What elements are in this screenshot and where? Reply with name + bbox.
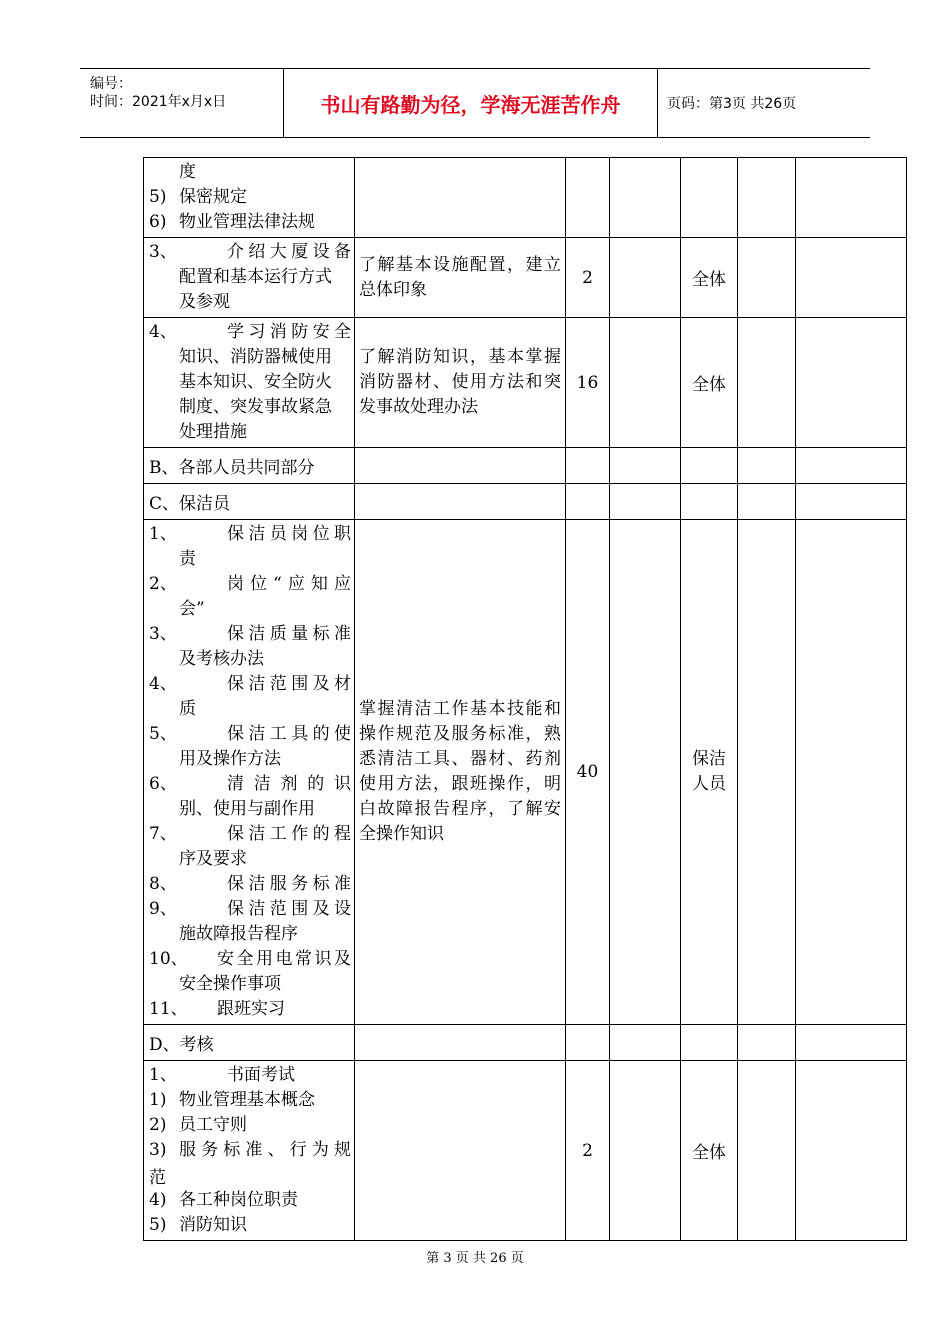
- empty-cell: [355, 1025, 566, 1061]
- empty-cell: [355, 484, 566, 520]
- empty-cell: [796, 318, 907, 448]
- empty-cell: [796, 1025, 907, 1061]
- course-cell: 1、 书面考试 1) 物业管理基本概念 2) 员工守则 3) 服务标准、行为规 范 4) 各工种岗位职责 5) 消防知识: [144, 1061, 355, 1241]
- goal-cell: 掌握清洁工作基本技能和操作规范及服务标准，熟悉清洁工具、器材、药剂使用方法，跟班操作，明白故障报告程序，了解安全操作知识: [355, 520, 566, 1025]
- list-item: 5) 保密规定: [149, 187, 247, 207]
- course-cell: 1、 保洁员岗位职 责 2、 岗位“应知应 会” 3、 保洁质量标准 及考核办法 4、 保洁范围及材 质 5、 保洁工具的使 用及操作方法 6、 清洁剂的识 别、使用与副作用 7、 保洁工作的程 序及要求 8、 保洁服务标准 9、 保洁范围及设 施故障报告程序 10、 安全用电常识及 安全操作事项 11、 跟班实习: [144, 520, 355, 1025]
- table-row: [144, 238, 907, 318]
- empty-cell: [610, 158, 681, 238]
- list-item: 4) 各工种岗位职责: [149, 1190, 298, 1210]
- goal-cell: [355, 1061, 566, 1241]
- empty-cell: [738, 318, 796, 448]
- empty-cell: [796, 520, 907, 1025]
- document-number: 编号：: [90, 76, 132, 92]
- empty-cell: [681, 1025, 738, 1061]
- table-row: [144, 520, 907, 1025]
- course-cell: [144, 158, 355, 238]
- section-heading: B、各部人员共同部分: [144, 448, 355, 484]
- table-row: [144, 484, 907, 520]
- header-meta: [80, 69, 283, 137]
- header-page-number: 页码：第3页 共26页: [667, 96, 797, 112]
- empty-cell: [355, 448, 566, 484]
- empty-cell: [610, 520, 681, 1025]
- empty-cell: [610, 448, 681, 484]
- participants-cell: 全体: [681, 318, 738, 448]
- empty-cell: [796, 238, 907, 318]
- training-plan-table: [143, 157, 907, 1241]
- empty-cell: [681, 448, 738, 484]
- empty-cell: [610, 484, 681, 520]
- section-heading: D、考核: [144, 1025, 355, 1061]
- table-row: [144, 158, 907, 238]
- hours-cell: 2: [566, 238, 610, 318]
- list-item: 2) 员工守则: [149, 1115, 247, 1135]
- course-cell: 3、 介绍大厦设备 配置和基本运行方式 及参观: [144, 238, 355, 318]
- document-time: 时间：2021年x月x日: [90, 94, 227, 110]
- list-item: 5) 消防知识: [149, 1215, 247, 1235]
- page-footer: 第 3 页 共 26 页: [426, 1251, 524, 1266]
- page-header: [80, 68, 870, 138]
- participants-cell: 全体: [681, 238, 738, 318]
- empty-cell: [796, 1061, 907, 1241]
- table-row: [144, 318, 907, 448]
- participants-cell: 保洁 人员: [681, 520, 738, 1025]
- hours-cell: [566, 158, 610, 238]
- table-row: [144, 1061, 907, 1241]
- hours-cell: 2: [566, 1061, 610, 1241]
- empty-cell: [566, 1025, 610, 1061]
- empty-cell: [738, 1061, 796, 1241]
- list-item: 6) 物业管理法律法规: [149, 212, 315, 232]
- empty-cell: [738, 158, 796, 238]
- empty-cell: [566, 448, 610, 484]
- empty-cell: [610, 1025, 681, 1061]
- header-motto: 书山有路勤为径，学海无涯苦作舟: [283, 69, 658, 137]
- participants-cell: [681, 158, 738, 238]
- empty-cell: [681, 484, 738, 520]
- list-item: 1) 物业管理基本概念: [149, 1090, 315, 1110]
- participants-cell: 全体: [681, 1061, 738, 1241]
- table-row: [144, 448, 907, 484]
- empty-cell: [610, 238, 681, 318]
- goal-cell: 了解基本设施配置，建立总体印象: [355, 238, 566, 318]
- empty-cell: [738, 238, 796, 318]
- empty-cell: [566, 484, 610, 520]
- empty-cell: [796, 448, 907, 484]
- table-row: [144, 1025, 907, 1061]
- empty-cell: [738, 484, 796, 520]
- empty-cell: [610, 318, 681, 448]
- list-item: 3) 服务标准、行为规: [149, 1140, 351, 1160]
- goal-cell: 了解消防知识，基本掌握消防器材、使用方法和突发事故处理办法: [355, 318, 566, 448]
- section-heading: C、保洁员: [144, 484, 355, 520]
- empty-cell: [796, 484, 907, 520]
- goal-cell: [355, 158, 566, 238]
- hours-cell: 40: [566, 520, 610, 1025]
- item-text: 度: [179, 162, 196, 182]
- empty-cell: [796, 158, 907, 238]
- empty-cell: [738, 1025, 796, 1061]
- empty-cell: [738, 520, 796, 1025]
- course-cell: 4、 学习消防安全 知识、消防器械使用 基本知识、安全防火 制度、突发事故紧急 处理措施: [144, 318, 355, 448]
- empty-cell: [610, 1061, 681, 1241]
- empty-cell: [738, 448, 796, 484]
- hours-cell: 16: [566, 318, 610, 448]
